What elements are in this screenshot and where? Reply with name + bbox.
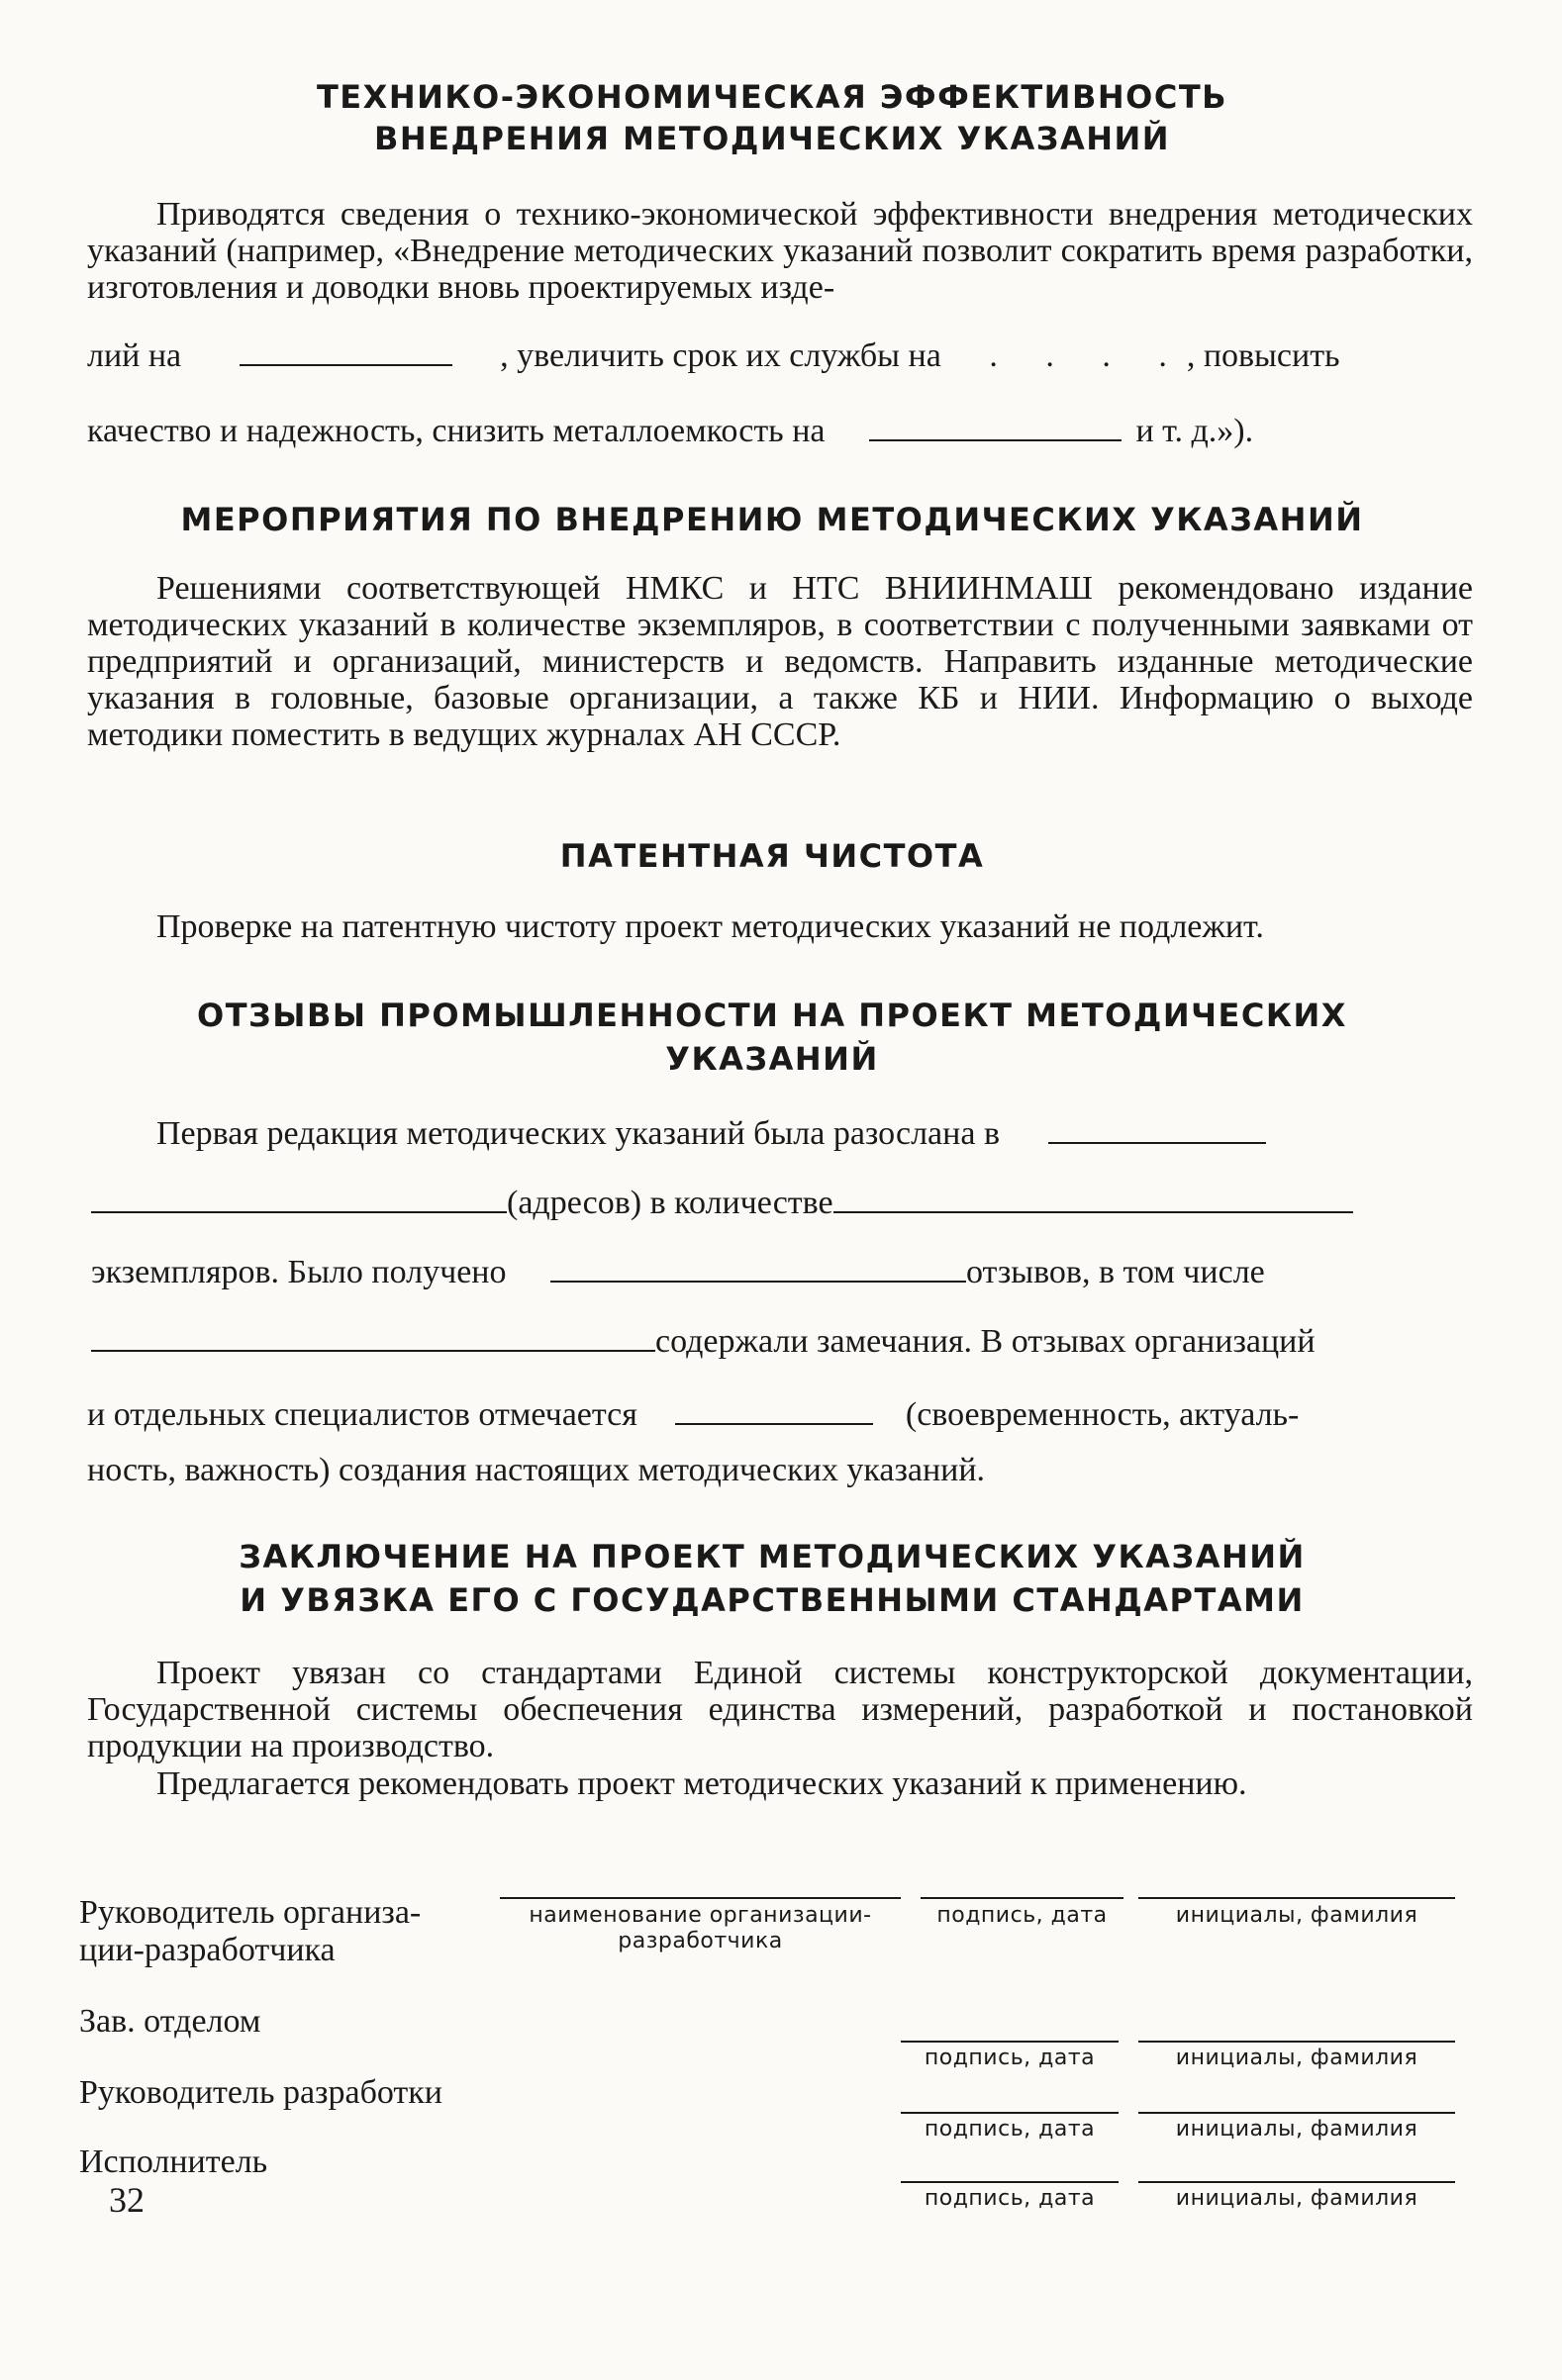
caption-initials-1: инициалы, фамилия: [1175, 1903, 1418, 1928]
text-fragment: , повысить: [1186, 337, 1340, 374]
label-head-org-line1: Руководитель организа-: [79, 1894, 422, 1931]
heading-reviews-line2: УКАЗАНИЙ: [665, 1040, 879, 1078]
dots: . . . .: [989, 337, 1187, 374]
blank-field: [91, 1186, 507, 1213]
label-dev-head: Руководитель разработки: [79, 2074, 442, 2111]
label-head-org-line2: ции-разработчика: [79, 1932, 336, 1968]
heading-conclusion-line2: И УВЯЗКА ЕГО С ГОСУДАРСТВЕННЫМИ СТАНДАРТАМИ: [240, 1581, 1305, 1619]
heading-patent: ПАТЕНТНАЯ ЧИСТОТА: [559, 837, 985, 875]
blank-field: [869, 414, 1122, 441]
blank-field: [675, 1397, 873, 1425]
blank-field: [550, 1255, 966, 1283]
blank-field: [240, 338, 452, 366]
conclusion-paragraph1: Проект увязан со стандартами Единой системы конструкторской документации, Государственной системы обеспечения единства измерений, разработкой и постановкой продукции на производство.: [87, 1655, 1473, 1764]
reviews-line3: [91, 1253, 1265, 1292]
heading-tech-econ-line1: ТЕХНИКО-ЭКОНОМИЧЕСКАЯ ЭФФЕКТИВНОСТЬ: [316, 78, 1228, 116]
reviews-line6: ность, важность) создания настоящих методических указаний.: [87, 1452, 986, 1488]
reviews-line5: [87, 1395, 1299, 1435]
heading-tech-econ-line2: ВНЕДРЕНИЯ МЕТОДИЧЕСКИХ УКАЗАНИЙ: [373, 120, 1171, 157]
conclusion-paragraph2: Предлагается рекомендовать проект методических указаний к применению.: [156, 1765, 1247, 1802]
caption-sign-date-4: подпись, дата: [924, 2186, 1096, 2211]
text-fragment: (адресов) в количестве: [507, 1185, 833, 1221]
page-number: 32: [109, 2180, 145, 2220]
heading-measures: МЕРОПРИЯТИЯ ПО ВНЕДРЕНИЮ МЕТОДИЧЕСКИХ УКАЗАНИЙ: [180, 501, 1364, 538]
text-fragment: и т. д.»).: [1135, 413, 1254, 449]
rule-sign-date-1: [921, 1897, 1123, 1899]
caption-initials-4: инициалы, фамилия: [1175, 2186, 1418, 2211]
reviews-line2: [91, 1184, 1353, 1223]
measures-paragraph: Решениями соответствующей НМКС и НТС ВНИИНМАШ рекомендовано издание методических указаний в количестве экземпляров, в соответствии с полученными заявками от предприятий и организаций, министерств и ведомств. Направить изданные методические указания в головные, базовые организации, а также КБ и НИИ. Информацию о выходе методики поместить в ведущих журналах АН СССР.: [87, 570, 1473, 753]
tech-econ-line3: [87, 412, 1253, 451]
blank-field: [1048, 1116, 1266, 1144]
tech-econ-line2: [87, 336, 1340, 376]
text-fragment: Первая редакция методических указаний была разослана в: [156, 1115, 1000, 1152]
caption-sign-date-2: подпись, дата: [924, 2046, 1096, 2070]
rule-org-name: [500, 1897, 901, 1899]
rule-sign-date-3: [901, 2112, 1119, 2114]
caption-org-line2: разработчика: [618, 1929, 783, 1953]
caption-org-line1: наименование организации-: [529, 1903, 872, 1928]
text-fragment: лий на: [87, 337, 182, 374]
blank-field: [91, 1324, 655, 1352]
patent-paragraph: Проверке на патентную чистоту проект методических указаний не подлежит.: [156, 908, 1264, 945]
blank-field: [833, 1186, 1353, 1213]
text-fragment: экземпляров. Было получено: [91, 1254, 507, 1290]
rule-initials-3: [1138, 2112, 1455, 2114]
rule-initials-1: [1138, 1897, 1455, 1899]
rule-sign-date-2: [901, 2041, 1119, 2043]
heading-conclusion-line1: ЗАКЛЮЧЕНИЕ НА ПРОЕКТ МЕТОДИЧЕСКИХ УКАЗАНИЙ: [239, 1538, 1306, 1575]
reviews-line1: [156, 1114, 1266, 1154]
text-fragment: , увеличить срок их службы на: [500, 337, 941, 374]
caption-initials-2: инициалы, фамилия: [1175, 2046, 1418, 2070]
rule-sign-date-4: [901, 2181, 1119, 2183]
rule-initials-4: [1138, 2181, 1455, 2183]
text-fragment: качество и надежность, снизить металлоемкость на: [87, 413, 826, 449]
text-fragment: (своевременность, актуаль-: [905, 1396, 1300, 1433]
rule-initials-2: [1138, 2041, 1455, 2043]
reviews-line4: [91, 1322, 1316, 1362]
caption-initials-3: инициалы, фамилия: [1175, 2117, 1418, 2142]
heading-reviews-line1: ОТЗЫВЫ ПРОМЫШЛЕННОСТИ НА ПРОЕКТ МЕТОДИЧЕСКИХ: [197, 997, 1347, 1034]
tech-econ-paragraph: Приводятся сведения о технико-экономической эффективности внедрения методических указаний (например, «Внедрение методических указаний позволит сократить время разработки, изготовления и доводки вновь проектируемых изде-: [87, 196, 1473, 306]
caption-sign-date-3: подпись, дата: [924, 2117, 1096, 2142]
label-executor: Исполнитель: [79, 2143, 268, 2180]
text-fragment: и отдельных специалистов отмечается: [87, 1396, 637, 1433]
text-fragment: отзывов, в том числе: [966, 1254, 1265, 1290]
text-fragment: содержали замечания. В отзывах организаций: [655, 1323, 1316, 1360]
label-dept-head: Зав. отделом: [79, 2003, 261, 2040]
caption-sign-date-1: подпись, дата: [936, 1903, 1108, 1928]
